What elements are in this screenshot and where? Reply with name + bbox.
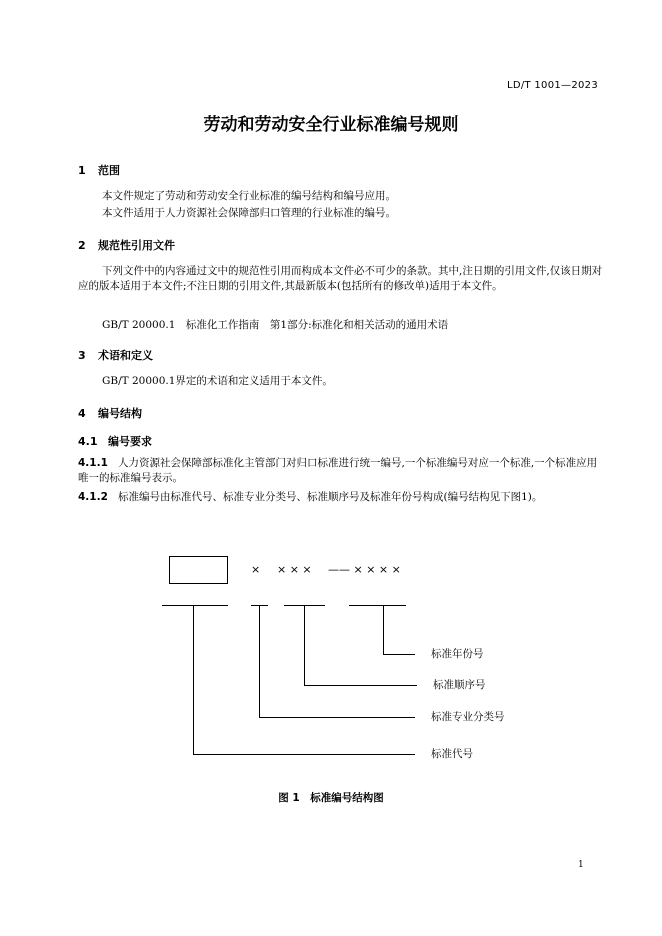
sequence-leader-horizontal: [304, 685, 417, 686]
sequence-mark: × × ×: [277, 563, 312, 576]
label-code: 标准代号: [431, 748, 473, 760]
section-title: 编号要求: [108, 435, 152, 448]
label-sequence: 标准顺序号: [433, 679, 486, 691]
clause-text: 标准编号由标准代号、标准专业分类号、标准顺序号及标准年份号构成(编号结构见下图1)。: [118, 491, 543, 503]
year-mark: —— × × × ×: [328, 563, 401, 576]
subsection-4-1-heading: [78, 433, 152, 449]
reference-item: GB/T 20000.1 标准化工作指南 第1部分:标准化和相关活动的通用术语: [102, 319, 449, 331]
code-box: [169, 556, 228, 584]
figure-caption: 图 1 标准编号结构图: [278, 792, 384, 804]
clause-text: 人力资源社会保障部标准化主管部门对归口标准进行统一编号,一个标准编号对应一个标准,一个标准应用唯一的标准编号表示。: [78, 457, 598, 484]
category-leader-vertical: [259, 605, 260, 718]
section-title: 编号结构: [98, 407, 142, 420]
section-title: 范围: [98, 164, 120, 177]
category-leader-horizontal: [259, 717, 415, 718]
year-underline: [349, 605, 406, 606]
section-3-heading: [78, 347, 153, 363]
clause-4-1-1: [78, 456, 604, 486]
page-number: 1: [578, 860, 584, 870]
section-number: 3: [78, 349, 86, 362]
year-leader-vertical: [383, 605, 384, 655]
section-title: 术语和定义: [98, 349, 153, 362]
clause-number: 4.1.2: [78, 491, 108, 503]
standard-code: LD/T 1001—2023: [506, 80, 598, 91]
paragraph: 下列文件中的内容通过文中的规范性引用而构成本文件必不可少的条款。其中,注日期的引用文件,仅该日期对应的版本适用于本文件;不注日期的引用文件,其最新版本(包括所有的修改单)适用于本文件。: [78, 265, 603, 292]
section-number: 1: [78, 164, 86, 177]
document-title: 劳动和劳动安全行业标准编号规则: [203, 115, 459, 135]
paragraph: 本文件规定了劳动和劳动安全行业标准的编号结构和编号应用。: [102, 190, 396, 202]
code-leader-vertical: [193, 605, 194, 755]
section-number: 4: [78, 407, 86, 420]
section-2-heading: [78, 237, 175, 253]
code-underline: [162, 605, 228, 606]
clause-number: 4.1.1: [78, 457, 108, 469]
section-number: 4.1: [78, 435, 98, 448]
section-1-heading: [78, 162, 120, 178]
year-leader-horizontal: [383, 654, 415, 655]
clause-4-1-2: [78, 490, 604, 505]
paragraph: GB/T 20000.1界定的术语和定义适用于本文件。: [102, 375, 333, 387]
paragraph: 本文件适用于人力资源社会保障部归口管理的行业标准的编号。: [102, 207, 396, 219]
section-number: 2: [78, 239, 86, 252]
label-year: 标准年份号: [431, 648, 484, 660]
section-title: 规范性引用文件: [98, 239, 175, 252]
category-mark: ×: [251, 563, 261, 576]
code-leader-horizontal: [193, 754, 415, 755]
label-category: 标准专业分类号: [431, 711, 505, 723]
section-4-heading: [78, 405, 142, 421]
sequence-leader-vertical: [304, 605, 305, 686]
